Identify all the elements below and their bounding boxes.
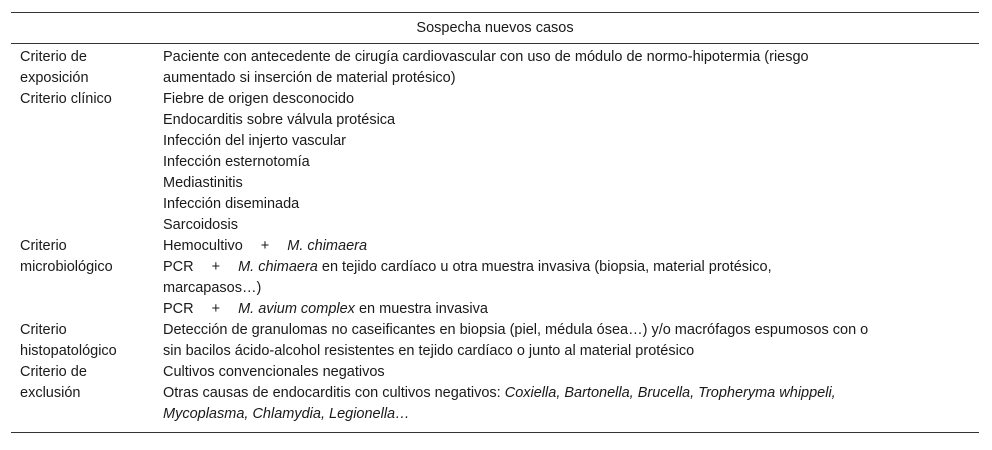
criterion-label: Criterio clínico xyxy=(20,91,112,107)
criterion-label: Criterio de exclusión xyxy=(20,364,87,401)
table-header: Sospecha nuevos casos xyxy=(11,13,979,44)
criterion-description xyxy=(163,236,979,320)
criterion-description: Paciente con antecedente de cirugía cardiovascular con uso de módulo de normo-hipotermia (riesgo aumentado si inserción de material protésico) xyxy=(163,49,809,86)
criterion-label: Criterio de exposición xyxy=(20,49,89,86)
criterion-description: Detección de granulomas no caseificantes en biopsia (piel, médula ósea…) y/o macrófagos espumosos con o sin bacilos ácido-alcohol resistentes en tejido cardíaco o junto al material protésico xyxy=(163,322,869,359)
test-line: Hemocultivo + M. chimaera xyxy=(163,238,368,254)
table-row xyxy=(11,47,979,89)
table-row xyxy=(11,236,979,320)
table-row xyxy=(11,320,979,362)
table-row xyxy=(11,89,979,236)
table-row xyxy=(11,362,979,425)
criterion-description: Cultivos convencionales negativos Otras causas de endocarditis con cultivos negativos: Coxiella, Bartonella, Brucella, Tropheryma whippeli, Mycoplasma, Chlamydia, Legionella… xyxy=(163,364,836,422)
criterion-label: Criterio histopatológico xyxy=(20,322,117,359)
test-line: PCR + M. chimaera en tejido cardíaco u otra muestra invasiva (biopsia, material protésico, xyxy=(163,259,772,275)
table-body xyxy=(11,44,979,432)
criteria-table xyxy=(11,12,979,433)
test-line: PCR + M. avium complex en muestra invasiva xyxy=(163,301,488,317)
criterion-label: Criterio microbiológico xyxy=(20,238,113,275)
criterion-description: Fiebre de origen desconocido Endocarditis sobre válvula protésica Infección del injerto vascular Infección esternotomía Mediastinitis Infección diseminada Sarcoidosis xyxy=(163,91,396,233)
test-line: marcapasos…) xyxy=(163,280,262,296)
